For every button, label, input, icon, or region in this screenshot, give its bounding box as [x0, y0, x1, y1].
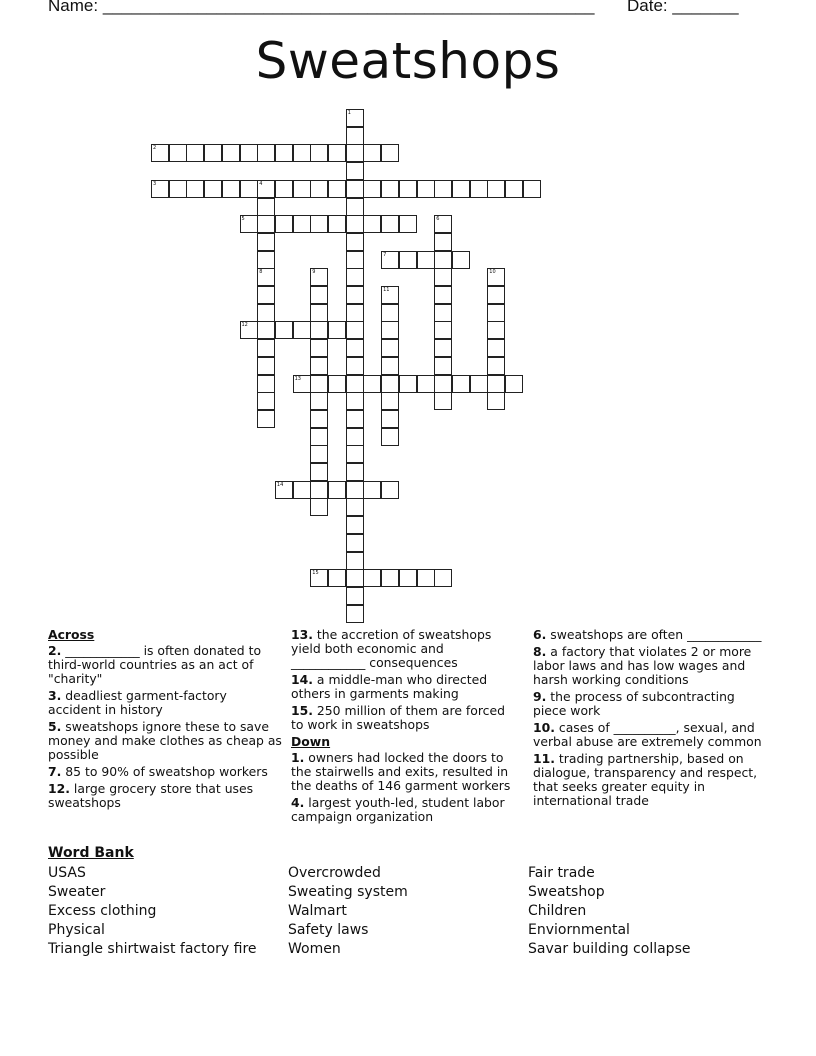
crossword-cell[interactable]: [346, 428, 364, 446]
crossword-cell[interactable]: [434, 180, 452, 198]
crossword-cell[interactable]: [310, 144, 328, 162]
crossword-cell[interactable]: [346, 321, 364, 339]
crossword-cell[interactable]: [293, 321, 311, 339]
crossword-cell[interactable]: [310, 321, 328, 339]
crossword-cell[interactable]: [470, 180, 488, 198]
clue-number: 9: [312, 269, 316, 276]
down-clue: 9. the process of subcontracting piece work: [533, 689, 735, 718]
crossword-cell[interactable]: [346, 180, 364, 198]
crossword-cell[interactable]: [417, 375, 435, 393]
crossword-cell[interactable]: [151, 180, 169, 198]
across-clue: 3. deadliest garment-factory accident in history: [48, 688, 227, 717]
crossword-cell[interactable]: [240, 144, 258, 162]
clue-number: 11: [383, 287, 390, 293]
crossword-cell[interactable]: [310, 445, 328, 463]
crossword-cell[interactable]: [417, 251, 435, 269]
word-bank-item: USAS: [48, 865, 86, 881]
crossword-cell[interactable]: [452, 375, 470, 393]
crossword-cell[interactable]: [346, 339, 364, 357]
crossword-cell[interactable]: [346, 233, 364, 251]
crossword-cell[interactable]: [169, 144, 187, 162]
crossword-cell[interactable]: [381, 180, 399, 198]
crossword-cell[interactable]: [487, 375, 505, 393]
crossword-cell[interactable]: [434, 268, 452, 286]
crossword-cell[interactable]: [310, 357, 328, 375]
crossword-cell[interactable]: [346, 268, 364, 286]
crossword-cell[interactable]: [470, 375, 488, 393]
crossword-cell[interactable]: [487, 321, 505, 339]
crossword-cell[interactable]: [346, 392, 364, 410]
clue-number: 7: [383, 251, 387, 258]
down-clue: 4. largest youth-led, student labor campaign organization: [291, 795, 505, 824]
crossword-cell[interactable]: [275, 144, 293, 162]
crossword-cell[interactable]: [363, 215, 381, 233]
word-bank-item: Safety laws: [288, 922, 369, 938]
crossword-cell[interactable]: [399, 375, 417, 393]
crossword-cell[interactable]: [487, 357, 505, 375]
crossword-cell[interactable]: [310, 498, 328, 516]
name-line[interactable]: ____________________________________________________: [102, 0, 595, 15]
crossword-cell[interactable]: [257, 357, 275, 375]
word-bank-item: Fair trade: [528, 865, 595, 881]
clue-number: 2: [153, 145, 157, 152]
crossword-cell[interactable]: [417, 569, 435, 587]
crossword-cell[interactable]: [381, 410, 399, 428]
word-bank-item: Sweatshop: [528, 884, 605, 900]
crossword-cell[interactable]: [381, 481, 399, 499]
crossword-cell[interactable]: [204, 180, 222, 198]
crossword-cell[interactable]: [363, 375, 381, 393]
crossword-cell[interactable]: [399, 251, 417, 269]
crossword-cell[interactable]: [346, 481, 364, 499]
crossword-cell[interactable]: [346, 375, 364, 393]
crossword-cell[interactable]: [310, 180, 328, 198]
crossword-cell[interactable]: [310, 463, 328, 481]
clue-number: 5: [241, 216, 245, 223]
date-label: Date:: [627, 0, 668, 15]
crossword-cell[interactable]: [434, 375, 452, 393]
crossword-cell[interactable]: [346, 286, 364, 304]
crossword-cell[interactable]: [346, 304, 364, 322]
crossword-cell[interactable]: [257, 268, 275, 286]
crossword-cell[interactable]: [363, 569, 381, 587]
crossword-cell[interactable]: [346, 357, 364, 375]
across-clue: 7. 85 to 90% of sweatshop workers: [48, 764, 268, 779]
crossword-cell[interactable]: [346, 445, 364, 463]
crossword-cell[interactable]: [346, 127, 364, 145]
crossword-cell[interactable]: [505, 180, 523, 198]
down-clue: 1. owners had locked the doors to the stairwells and exits, resulted in the deaths of 146 garment workers: [291, 750, 511, 793]
crossword-cell[interactable]: [381, 428, 399, 446]
word-bank-item: Women: [288, 941, 341, 957]
crossword-cell[interactable]: [151, 144, 169, 162]
crossword-cell[interactable]: [222, 144, 240, 162]
word-bank-column-2: [288, 864, 408, 959]
name-label: Name:: [48, 0, 99, 15]
crossword-cell[interactable]: [381, 569, 399, 587]
crossword-cell[interactable]: [346, 162, 364, 180]
crossword-cell[interactable]: [328, 144, 346, 162]
word-bank-item: Sweating system: [288, 884, 408, 900]
page-title: Sweatshops: [255, 32, 561, 90]
crossword-cell[interactable]: [434, 286, 452, 304]
crossword-cell[interactable]: [381, 357, 399, 375]
crossword-cell[interactable]: [434, 251, 452, 269]
crossword-cell[interactable]: [240, 321, 258, 339]
clue-number: 1: [347, 110, 351, 116]
across-clue: 5. sweatshops ignore these to save money and make clothes as cheap as possible: [48, 719, 282, 762]
crossword-cell[interactable]: [417, 180, 435, 198]
crossword-cell[interactable]: [346, 198, 364, 216]
word-bank-item: Triangle shirtwaist factory fire: [48, 941, 257, 957]
crossword-cell[interactable]: [328, 215, 346, 233]
crossword-cell[interactable]: [381, 304, 399, 322]
crossword-cell[interactable]: [434, 392, 452, 410]
crossword-cell[interactable]: [310, 304, 328, 322]
crossword-cell[interactable]: [328, 180, 346, 198]
word-bank-heading: Word Bank: [48, 845, 134, 861]
crossword-cell[interactable]: [434, 321, 452, 339]
word-bank-item: Enviornmental: [528, 922, 630, 938]
crossword-cell[interactable]: [487, 339, 505, 357]
crossword-cell[interactable]: [434, 215, 452, 233]
down-clue: 6. sweatshops are often ____________: [533, 627, 762, 642]
crossword-cell[interactable]: [204, 144, 222, 162]
crossword-cell[interactable]: [328, 321, 346, 339]
clue-number: 15: [312, 570, 319, 577]
crossword-cell[interactable]: [452, 180, 470, 198]
across-clue: 15. 250 million of them are forced to work in sweatshops: [291, 703, 505, 732]
crossword-cell[interactable]: [310, 339, 328, 357]
crossword-cell[interactable]: [434, 357, 452, 375]
crossword-cell[interactable]: [487, 180, 505, 198]
crossword-cell[interactable]: [257, 180, 275, 198]
across-clue: 12. large grocery store that uses sweatshops: [48, 781, 254, 810]
crossword-cell[interactable]: [434, 339, 452, 357]
clue-number: 12: [241, 322, 248, 329]
clue-number: 3: [153, 180, 157, 187]
crossword-cell[interactable]: [293, 215, 311, 233]
crossword-cell[interactable]: [487, 304, 505, 322]
clue-column-1: [48, 628, 283, 813]
crossword-cell[interactable]: [346, 215, 364, 233]
crossword-cell[interactable]: [257, 339, 275, 357]
word-bank-item: Overcrowded: [288, 865, 381, 881]
word-bank-item: Savar building collapse: [528, 941, 691, 957]
crossword-cell[interactable]: [328, 569, 346, 587]
crossword-cell[interactable]: [257, 144, 275, 162]
crossword-cell[interactable]: [346, 552, 364, 570]
clue-number: 4: [259, 180, 263, 187]
crossword-cell[interactable]: [257, 286, 275, 304]
crossword-cell[interactable]: [381, 392, 399, 410]
date-line[interactable]: _______: [672, 0, 739, 15]
across-clue: 2. ____________ is often donated to third-world countries as an act of "charity": [48, 643, 262, 686]
word-bank-column-1: [48, 864, 257, 959]
crossword-cell[interactable]: [399, 569, 417, 587]
crossword-cell[interactable]: [240, 215, 258, 233]
down-clue: 10. cases of __________, sexual, and verbal abuse are extremely common: [533, 720, 762, 749]
crossword-cell[interactable]: [328, 481, 346, 499]
crossword-cell[interactable]: [257, 304, 275, 322]
crossword-cell[interactable]: [169, 180, 187, 198]
crossword-cell[interactable]: [487, 268, 505, 286]
down-clue: 11. trading partnership, based on dialogue, transparency and respect, that seeks greater equity in international trade: [533, 751, 758, 808]
crossword-cell[interactable]: [346, 410, 364, 428]
clue-number: 10: [489, 269, 496, 276]
crossword-cell[interactable]: [381, 321, 399, 339]
word-bank-column-3: [528, 864, 690, 959]
crossword-cell[interactable]: [346, 605, 364, 623]
crossword-cell[interactable]: [257, 251, 275, 269]
crossword-cell[interactable]: [434, 304, 452, 322]
crossword-cell[interactable]: [346, 569, 364, 587]
clue-number: 14: [276, 481, 284, 488]
crossword-cell[interactable]: [363, 481, 381, 499]
crossword-cell[interactable]: [346, 463, 364, 481]
word-bank-item: Physical: [48, 922, 105, 938]
crossword-cell[interactable]: [381, 144, 399, 162]
crossword-cell[interactable]: [310, 286, 328, 304]
crossword-cell[interactable]: [487, 392, 505, 410]
clue-number: 8: [259, 269, 263, 276]
crossword-cell[interactable]: [222, 180, 240, 198]
crossword-cell[interactable]: [399, 180, 417, 198]
crossword-cell[interactable]: [275, 321, 293, 339]
crossword-cell[interactable]: [257, 198, 275, 216]
crossword-cell[interactable]: [346, 251, 364, 269]
crossword-cell[interactable]: [310, 428, 328, 446]
crossword-cell[interactable]: [257, 321, 275, 339]
word-bank-item: Walmart: [288, 903, 347, 919]
crossword-cell[interactable]: [293, 375, 311, 393]
crossword-cell[interactable]: [186, 144, 204, 162]
crossword-cell[interactable]: [505, 375, 523, 393]
crossword-cell[interactable]: [434, 233, 452, 251]
crossword-cell[interactable]: [310, 392, 328, 410]
crossword-cell[interactable]: [186, 180, 204, 198]
crossword-cell[interactable]: [257, 215, 275, 233]
crossword-cell[interactable]: [310, 410, 328, 428]
crossword-cell[interactable]: [381, 375, 399, 393]
across-clue: 13. the accretion of sweatshops yield both economic and ____________ consequences: [291, 627, 492, 670]
crossword-cell[interactable]: [381, 286, 399, 304]
crossword-cell[interactable]: [452, 251, 470, 269]
crossword-cell[interactable]: [310, 215, 328, 233]
crossword-cell[interactable]: [310, 481, 328, 499]
crossword-cell[interactable]: [310, 375, 328, 393]
crossword-cell[interactable]: [275, 215, 293, 233]
crossword-cell[interactable]: [346, 144, 364, 162]
crossword-cell[interactable]: [275, 180, 293, 198]
clue-column-2: [291, 628, 516, 827]
across-heading: Across: [48, 627, 95, 642]
crossword-cell[interactable]: [346, 109, 364, 127]
crossword-cell[interactable]: [381, 215, 399, 233]
word-bank-item: Children: [528, 903, 587, 919]
crossword-cell[interactable]: [434, 569, 452, 587]
crossword-cell[interactable]: [346, 534, 364, 552]
crossword-cell[interactable]: [257, 392, 275, 410]
crossword-cell[interactable]: [346, 516, 364, 534]
down-clue: 8. a factory that violates 2 or more labor laws and has low wages and harsh working conditions: [533, 644, 752, 687]
crossword-cell[interactable]: [257, 375, 275, 393]
crossword-cell[interactable]: [328, 375, 346, 393]
word-bank-item: Sweater: [48, 884, 106, 900]
crossword-cell[interactable]: [310, 268, 328, 286]
clue-number: 6: [436, 216, 440, 223]
crossword-cell[interactable]: [381, 339, 399, 357]
crossword-cell[interactable]: [257, 410, 275, 428]
crossword-cell[interactable]: [346, 498, 364, 516]
crossword-cell[interactable]: [487, 286, 505, 304]
crossword-cell[interactable]: [381, 251, 399, 269]
crossword-cell[interactable]: [275, 481, 293, 499]
crossword-cell[interactable]: [363, 180, 381, 198]
crossword-cell[interactable]: [240, 180, 258, 198]
clue-number: 13: [294, 375, 301, 382]
clue-column-3: [533, 628, 765, 811]
crossword-cell[interactable]: [399, 215, 417, 233]
word-bank-item: Excess clothing: [48, 903, 157, 919]
crossword-cell[interactable]: [363, 144, 381, 162]
crossword-cell[interactable]: [293, 481, 311, 499]
crossword-cell[interactable]: [293, 144, 311, 162]
crossword-cell[interactable]: [346, 587, 364, 605]
down-heading: Down: [291, 734, 331, 749]
crossword-cell[interactable]: [310, 569, 328, 587]
crossword-cell[interactable]: [293, 180, 311, 198]
across-clue: 14. a middle-man who directed others in garments making: [291, 672, 488, 701]
crossword-cell[interactable]: [257, 233, 275, 251]
crossword-cell[interactable]: [523, 180, 541, 198]
